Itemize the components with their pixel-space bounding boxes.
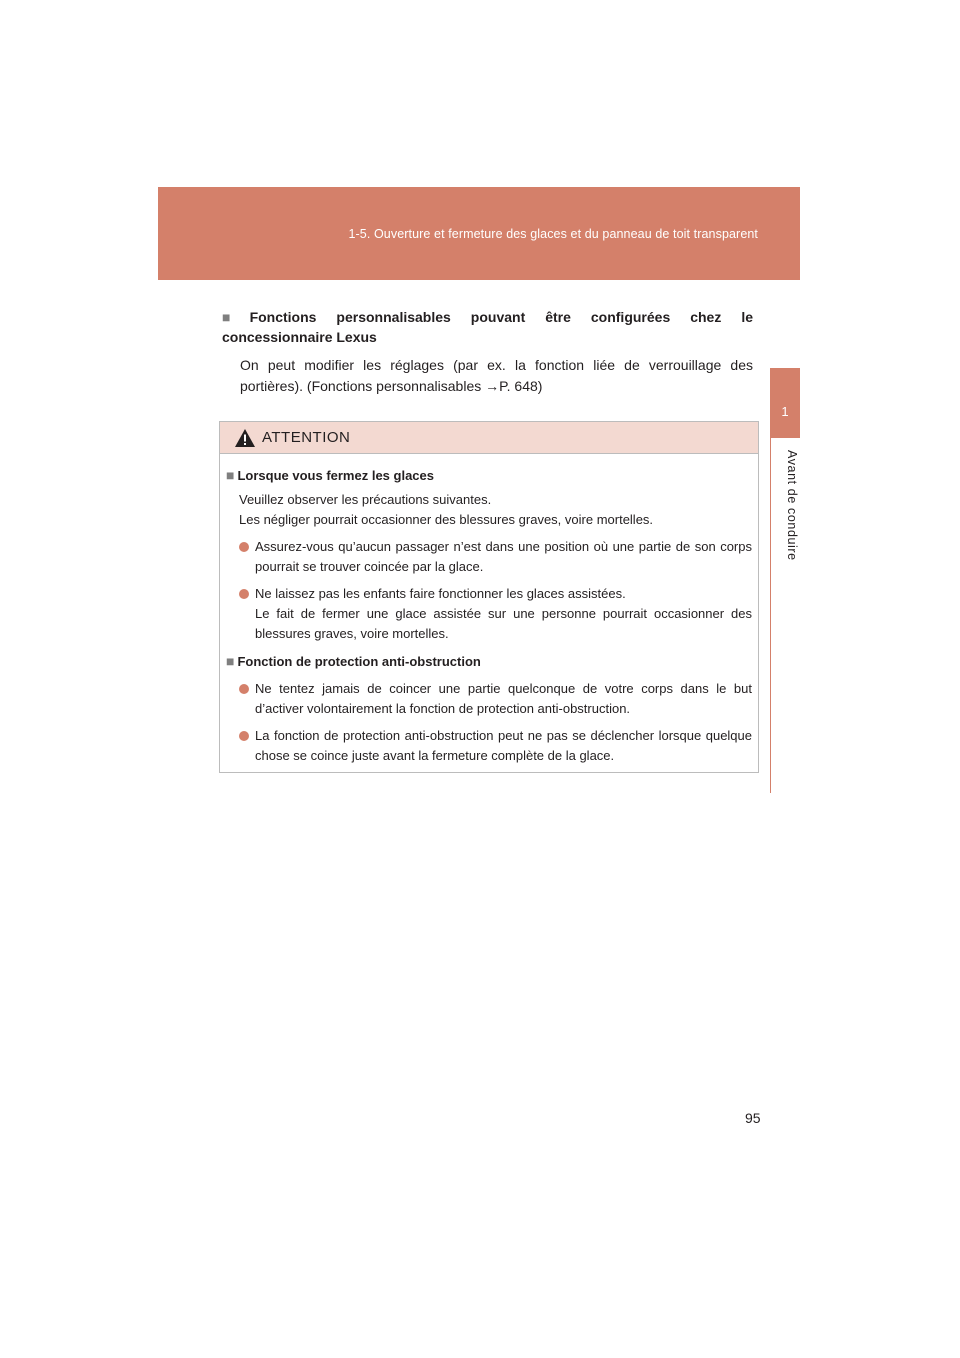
attention-box — [219, 421, 759, 773]
square-bullet-icon: ■ — [222, 309, 247, 325]
intro-line: Veuillez observer les précautions suivantes. — [239, 492, 492, 507]
customizable-features-section — [222, 307, 753, 397]
attention-item-title: ■ Fonction de protection anti-obstruction — [226, 653, 481, 669]
section-body: On peut modifier les réglages (par ex. la fonction liée de verrouillage des portières). (Fonctions personnalisables →P. 648) — [240, 357, 753, 394]
bullet-continuation: Le fait de fermer une glace assistée sur une personne pourrait occasionner des blessures graves, voire mortelles. — [255, 606, 752, 641]
section-title — [222, 307, 753, 347]
square-bullet-icon: ■ — [226, 467, 235, 483]
attention-item-title: ■ Lorsque vous fermez les glaces — [226, 467, 434, 483]
square-bullet-icon: ■ — [226, 653, 235, 669]
chapter-header-band — [158, 187, 800, 280]
attention-bullet: Ne laissez pas les enfants faire fonctionner les glaces assistées. Le fait de fermer une glace assistée sur une personne pourrait occasionner des blessures graves, voire mortelles. — [239, 584, 752, 644]
page-number: 95 — [745, 1110, 761, 1126]
circle-bullet-icon — [239, 684, 249, 694]
circle-bullet-icon — [239, 542, 249, 552]
chapter-number: 1 — [781, 404, 789, 419]
attention-bullet: La fonction de protection anti-obstruction peut ne pas se déclencher lorsque quelque chose se coince juste avant la fermeture complète de la glace. — [239, 726, 752, 766]
side-divider — [770, 438, 771, 793]
section-title-text: Fonctions personnalisables pouvant être configurées chez le concessionnaire Lexus — [222, 309, 753, 345]
attention-header — [220, 422, 758, 454]
attention-label: ATTENTION — [262, 429, 351, 446]
chapter-header-title: 1-5. Ouverture et fermeture des glaces et du panneau de toit transparent — [348, 227, 758, 241]
intro-line: Les négliger pourrait occasionner des blessures graves, voire mortelles. — [239, 512, 654, 527]
chapter-side-label: Avant de conduire — [785, 450, 799, 561]
attention-item-intro — [239, 490, 752, 530]
chapter-side-tab — [770, 368, 800, 438]
circle-bullet-icon — [239, 731, 249, 741]
circle-bullet-icon — [239, 589, 249, 599]
attention-bullet: Ne tentez jamais de coincer une partie quelconque de votre corps dans le but d’activer volontairement la fonction de protection anti-obstruction. — [239, 679, 752, 719]
warning-triangle-icon — [234, 428, 256, 448]
attention-bullet: Assurez-vous qu’aucun passager n’est dans une position où une partie de son corps pourrait se trouver coincée par la glace. — [239, 537, 752, 577]
attention-content — [220, 454, 758, 766]
